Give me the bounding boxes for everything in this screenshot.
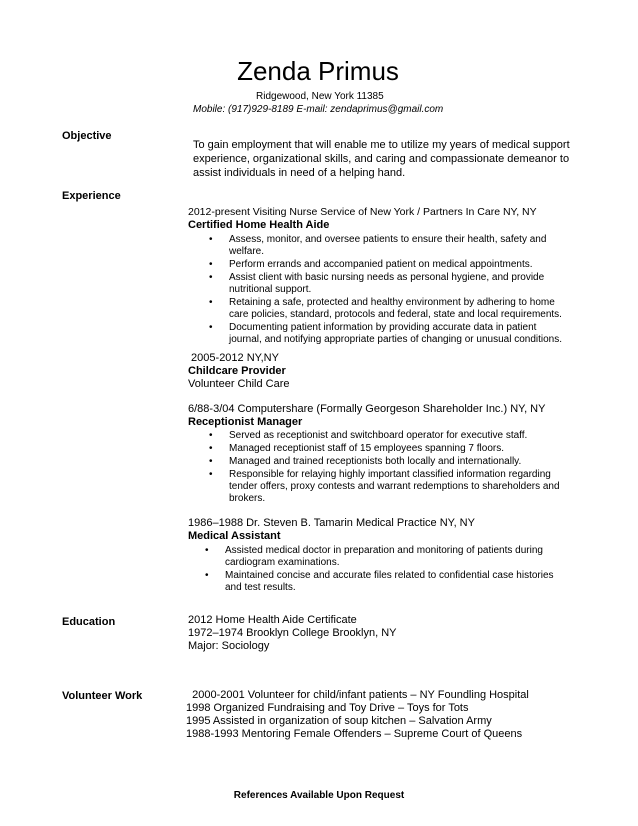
- volunteer-item: 1998 Organized Fundraising and Toy Drive – Toys for Tots: [186, 702, 469, 714]
- job-title: Childcare Provider: [188, 365, 286, 377]
- objective-line: To gain employment that will enable me to utilize my years of medical support: [193, 139, 570, 151]
- education-item: Major: Sociology: [188, 640, 270, 652]
- objective-line: experience, organizational skills, and caring and compassionate demeanor to: [193, 153, 570, 165]
- education-item: 2012 Home Health Aide Certificate: [188, 614, 357, 626]
- section-experience: Experience: [62, 190, 121, 202]
- address: Ridgewood, New York 11385: [256, 91, 384, 102]
- list-item: • Served as receptionist and switchboard operator for executive staff.: [229, 430, 598, 442]
- list-item: • Managed and trained receptionists both locally and internationally.: [229, 456, 598, 468]
- education-item: 1972–1974 Brooklyn College Brooklyn, NY: [188, 627, 397, 639]
- list-item: • Responsible for relaying highly important classified information regarding tender offers, proxy contests and warrant redemptions to shareholders and brokers.: [229, 469, 598, 505]
- objective-line: assist individuals in need of a helping hand.: [193, 167, 406, 179]
- job-title: Medical Assistant: [188, 530, 281, 542]
- objective-text: [193, 138, 593, 180]
- section-volunteer: Volunteer Work: [62, 690, 143, 702]
- list-item: • Assess, monitor, and oversee patients to ensure their health, safety and welfare.: [229, 234, 598, 258]
- references-note: References Available Upon Request: [233, 790, 405, 801]
- list-item: • Retaining a safe, protected and healthy environment by adhering to home care policies, standard, protocols and federal, state and local requirements.: [229, 297, 598, 321]
- job-title: Certified Home Health Aide: [188, 219, 330, 231]
- volunteer-item: 2000-2001 Volunteer for child/infant patients – NY Foundling Hospital: [186, 689, 529, 701]
- list-item: • Assisted medical doctor in preparation and monitoring of patients during cardiogram examinations.: [225, 545, 598, 569]
- volunteer-item: 1995 Assisted in organization of soup kitchen – Salvation Army: [186, 715, 492, 727]
- job-entry: [188, 403, 598, 506]
- list-item: • Perform errands and accompanied patient on medical appointments.: [229, 259, 598, 271]
- job-entry: [188, 517, 598, 595]
- job-header: 6/88-3/04 Computershare (Formally Georgeson Shareholder Inc.) NY, NY: [188, 403, 546, 415]
- job-title: Receptionist Manager: [188, 416, 303, 428]
- volunteer-item: 1988-1993 Mentoring Female Offenders – Supreme Court of Queens: [186, 728, 523, 740]
- list-item: • Assist client with basic nursing needs as personal hygiene, and provide nutritional support.: [229, 272, 598, 296]
- job-header: 2005-2012 NY,NY: [188, 352, 279, 364]
- list-item: • Maintained concise and accurate files related to confidential case histories and test results.: [225, 570, 598, 594]
- list-item: • Documenting patient information by providing accurate data in patient journal, and notifying appropriate parties of changing or unusual conditions.: [229, 322, 598, 346]
- volunteer-list: [186, 689, 529, 741]
- job-subtitle: Volunteer Child Care: [188, 378, 290, 390]
- section-objective: Objective: [62, 130, 112, 142]
- education-list: [188, 614, 598, 653]
- job-entry: [188, 206, 598, 347]
- job-header: 2012-present Visiting Nurse Service of New York / Partners In Care NY, NY: [188, 206, 537, 218]
- list-item: • Managed receptionist staff of 15 employees spanning 7 floors.: [229, 443, 598, 455]
- job-header: 1986–1988 Dr. Steven B. Tamarin Medical Practice NY, NY: [188, 517, 475, 529]
- resume-name: Zenda Primus: [237, 56, 399, 86]
- contact-info: Mobile: (917)929-8189 E-mail: zendaprimus@gmail.com: [193, 104, 444, 115]
- job-entry: [188, 352, 598, 391]
- section-education: Education: [62, 616, 116, 628]
